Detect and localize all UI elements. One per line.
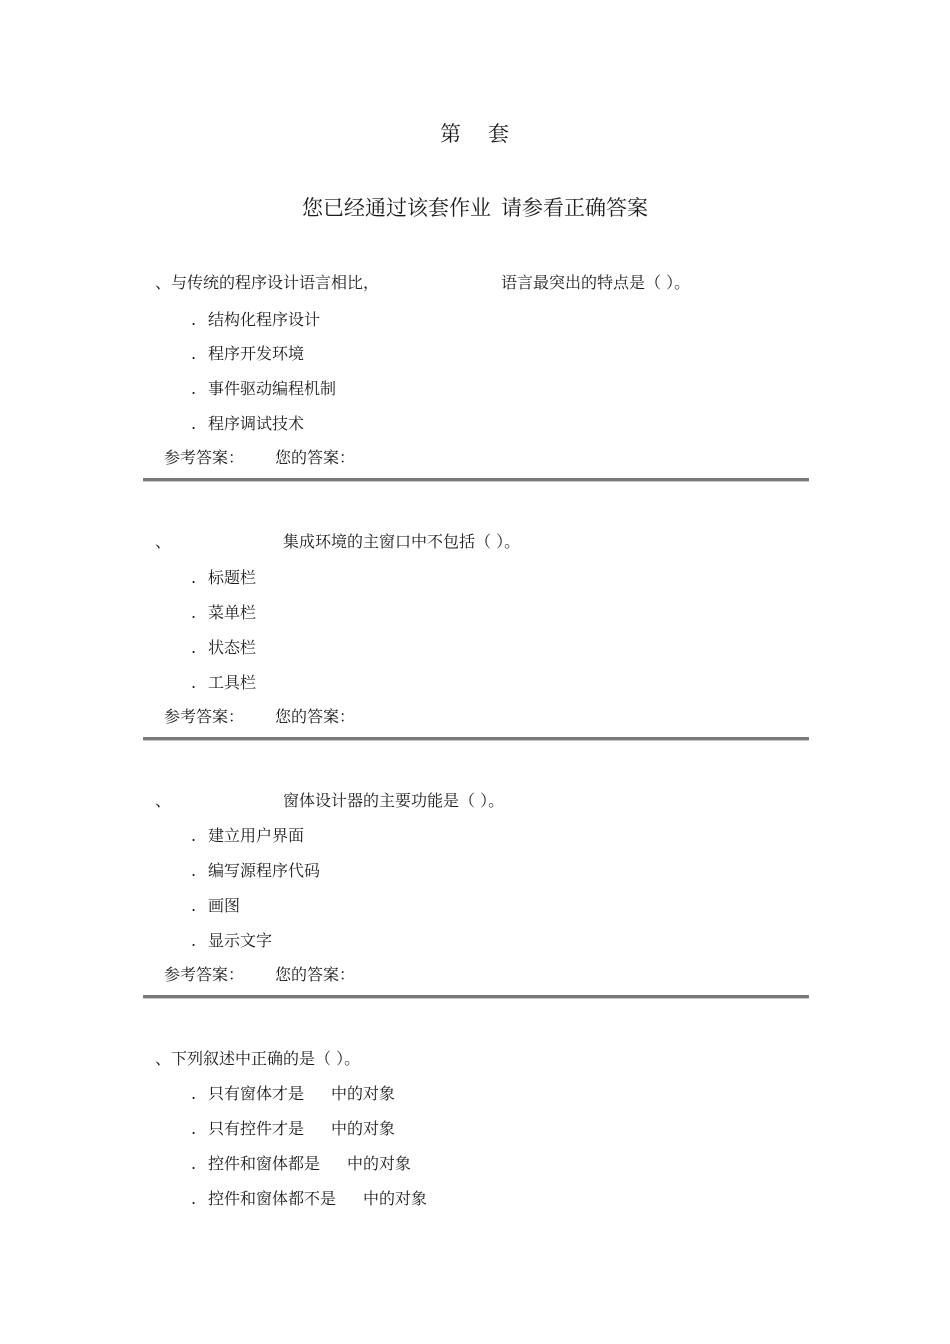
question-prefix: 、 — [155, 791, 172, 810]
option-marker: . — [191, 310, 197, 329]
option-a[interactable] — [191, 823, 304, 846]
option-text: 工具栏 — [208, 673, 257, 692]
option-marker: . — [191, 896, 197, 915]
option-text: 状态栏 — [208, 638, 257, 657]
option-text: 程序开发环境 — [208, 344, 305, 363]
question-text — [155, 1046, 360, 1069]
answer-row — [164, 962, 355, 985]
option-marker: . — [191, 414, 197, 433]
option-a[interactable] — [191, 1081, 395, 1104]
option-b[interactable] — [191, 341, 304, 364]
your-answer-label: 您的答案： — [275, 965, 356, 984]
option-b[interactable] — [191, 1116, 395, 1139]
option-text: 画图 — [208, 896, 241, 915]
option-text-tail: 中的对象 — [363, 1189, 428, 1208]
option-a[interactable] — [191, 565, 256, 588]
option-text-tail: 中的对象 — [347, 1154, 412, 1173]
reference-answer-label: 参考答案： — [164, 965, 245, 984]
option-text: 标题栏 — [208, 568, 257, 587]
question-text — [155, 529, 520, 552]
option-marker: . — [191, 1189, 197, 1208]
option-d[interactable] — [191, 670, 256, 693]
title-part2: 套 — [488, 122, 510, 146]
option-text: 只有窗体才是 — [208, 1084, 305, 1103]
page-title — [0, 118, 950, 148]
question-suffix: 集成环境的主窗口中不包括（ ）。 — [283, 532, 521, 551]
option-text: 编写源程序代码 — [208, 861, 321, 880]
option-text: 建立用户界面 — [208, 826, 305, 845]
section-divider — [143, 737, 809, 741]
your-answer-label: 您的答案： — [275, 707, 356, 726]
option-c[interactable] — [191, 376, 336, 399]
section-divider — [143, 995, 809, 999]
option-a[interactable] — [191, 307, 320, 330]
option-marker: . — [191, 861, 197, 880]
option-text: 控件和窗体都是 — [208, 1154, 321, 1173]
question-text — [155, 788, 504, 811]
question-prefix: 、下列叙述中正确的是（ ）。 — [155, 1049, 361, 1068]
your-answer-label: 您的答案： — [275, 448, 356, 467]
option-d[interactable] — [191, 928, 272, 951]
question-prefix: 、与传统的程序设计语言相比， — [155, 273, 380, 292]
option-marker: . — [191, 1084, 197, 1103]
question-suffix: 窗体设计器的主要功能是（ ）。 — [283, 791, 505, 810]
option-text-tail: 中的对象 — [331, 1119, 396, 1138]
option-text: 结构化程序设计 — [208, 310, 321, 329]
option-marker: . — [191, 826, 197, 845]
reference-answer-label: 参考答案： — [164, 448, 245, 467]
option-c[interactable] — [191, 893, 240, 916]
reference-answer-label: 参考答案： — [164, 707, 245, 726]
option-d[interactable] — [191, 1186, 427, 1209]
option-c[interactable] — [191, 635, 256, 658]
question-suffix: 语言最突出的特点是（ ）。 — [501, 273, 691, 292]
option-text-tail: 中的对象 — [331, 1084, 396, 1103]
section-divider — [143, 478, 809, 482]
option-marker: . — [191, 344, 197, 363]
option-c[interactable] — [191, 1151, 411, 1174]
title-part1: 第 — [440, 122, 462, 146]
option-text: 菜单栏 — [208, 603, 257, 622]
option-b[interactable] — [191, 600, 256, 623]
option-marker: . — [191, 638, 197, 657]
subtitle-part2: 请参看正确答案 — [501, 196, 648, 220]
option-marker: . — [191, 603, 197, 622]
option-marker: . — [191, 1119, 197, 1138]
option-text: 控件和窗体都不是 — [208, 1189, 337, 1208]
option-marker: . — [191, 673, 197, 692]
option-text: 显示文字 — [208, 931, 273, 950]
answer-row — [164, 445, 355, 468]
option-b[interactable] — [191, 858, 320, 881]
question-prefix: 、 — [155, 532, 172, 551]
subtitle-part1: 您已经通过该套作业 — [302, 196, 491, 220]
option-marker: . — [191, 379, 197, 398]
option-marker: . — [191, 568, 197, 587]
option-marker: . — [191, 1154, 197, 1173]
option-text: 事件驱动编程机制 — [208, 379, 337, 398]
page-subtitle — [0, 192, 950, 222]
option-text: 只有控件才是 — [208, 1119, 305, 1138]
option-d[interactable] — [191, 411, 304, 434]
answer-row — [164, 704, 355, 727]
option-text: 程序调试技术 — [208, 414, 305, 433]
question-text — [155, 270, 690, 293]
option-marker: . — [191, 931, 197, 950]
